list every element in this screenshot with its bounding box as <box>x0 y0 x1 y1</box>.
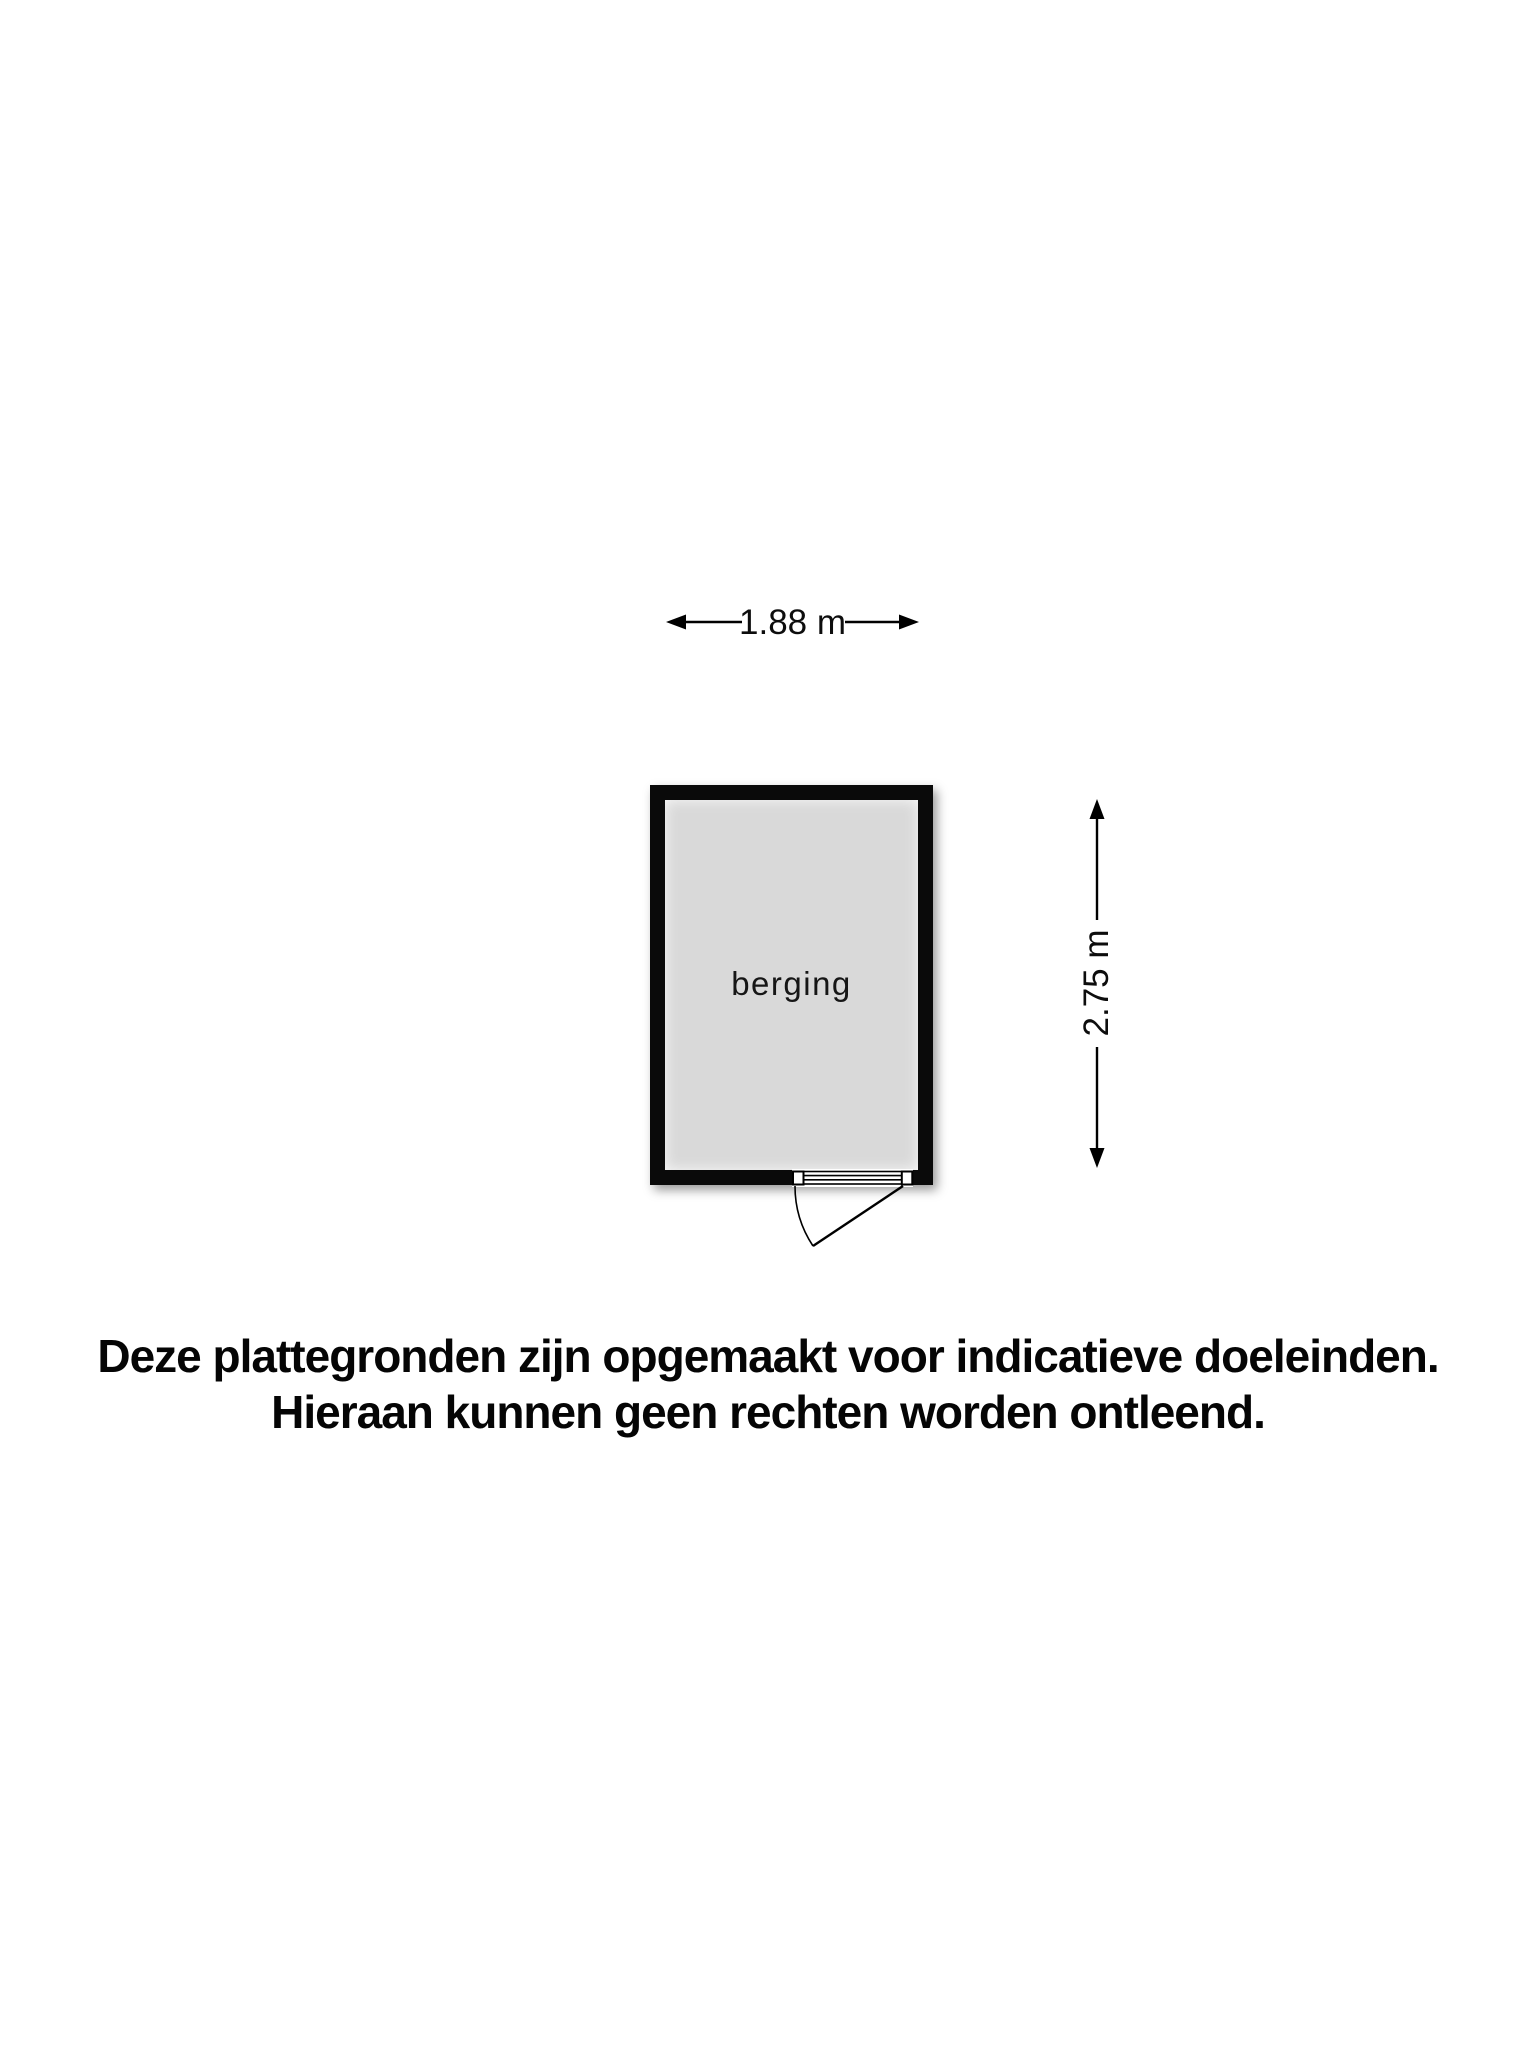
room-label: berging <box>731 965 852 1002</box>
disclaimer-line-2: Hieraan kunnen geen rechten worden ontleend. <box>271 1386 1265 1438</box>
door-swing-arc <box>795 1186 813 1246</box>
height-dimension-label: 2.75 m <box>1077 929 1116 1037</box>
disclaimer-line-1: Deze plattegronden zijn opgemaakt voor indicatieve doeleinden. <box>97 1330 1439 1382</box>
disclaimer-text <box>0 1328 1536 1440</box>
width-dimension-label: 1.88 m <box>739 603 846 642</box>
door-leaf <box>813 1186 903 1246</box>
